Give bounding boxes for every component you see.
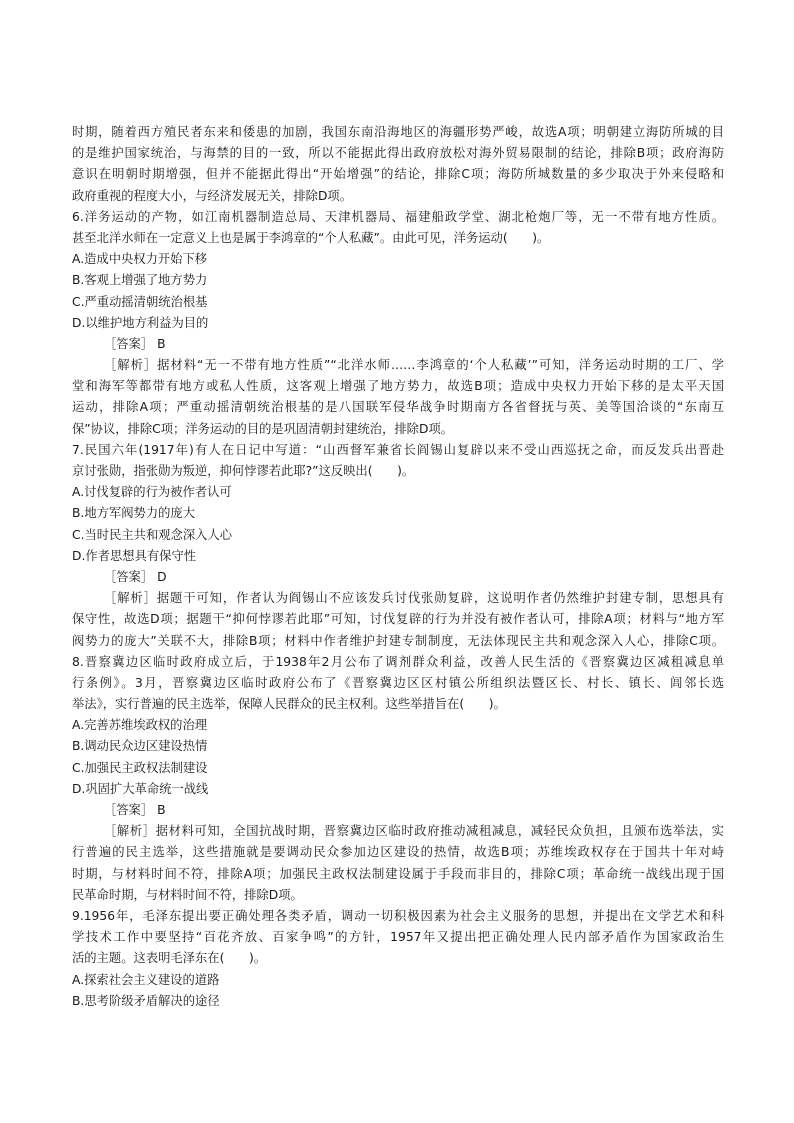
- option-a: A.造成中央权力开始下移: [72, 252, 208, 267]
- question-stem: 行条例》。3月，晋察冀边区临时政府公布了《晋察冀边区区村镇公所组织法暨区长、村长、镇长、闾邻长选: [72, 675, 724, 690]
- option-d: D.巩固扩大革命统一战线: [72, 781, 209, 796]
- answer-value: D: [157, 569, 167, 584]
- answer-line: [72, 567, 724, 588]
- analysis-label: ［解析］: [104, 824, 156, 839]
- question-8: [72, 652, 724, 906]
- option-d: D.以维护地方利益为目的: [72, 315, 209, 330]
- analysis-line: [72, 355, 724, 376]
- document-page: [72, 122, 724, 1012]
- question-stem: 7.民国六年(1917年)有人在日记中写道：“山西督军兼省长阎锡山复辟以来不受山西巡抚之命，而反发兵出晋赴: [72, 442, 724, 457]
- answer-value: B: [157, 803, 166, 817]
- question-stem: 学技术工作中要坚持“百花齐放、百家争鸣”的方针，1957年又提出把正确处理人民内部矛盾作为国家政治生: [72, 930, 724, 945]
- question-6: [72, 207, 724, 440]
- text-line: 意识在明朝时期增强，但并不能据此得出“开始增强”的结论，排除C项；海防所城数量的多少取决于外来侵略和: [72, 167, 724, 182]
- analysis-line: [72, 588, 724, 609]
- analysis-line: 民革命时期，与材料时间不符，排除D项。: [72, 887, 303, 902]
- analysis-text: 据材料可知，全国抗战时期，晋察冀边区临时政府推动减租减息，减轻民众负担，且颁布选举法，实: [155, 824, 724, 839]
- text-line: 政府重视的程度大小，与经济发展无关，排除D项。: [72, 188, 353, 203]
- analysis-line: 阀势力的庞大”关联不大，排除B项；材料中作者维护封建专制制度，无法体现民主共和观念深入人心，排除C项。: [72, 633, 724, 648]
- analysis-label: ［解析］: [104, 358, 158, 373]
- answer-label: ［答案］: [104, 803, 154, 817]
- question-stem: 举法》，实行普遍的民主选举，保障人民群众的民主权利。这些举措旨在( )。: [72, 697, 506, 712]
- option-b: B.思考阶级矛盾解决的途径: [72, 993, 220, 1008]
- analysis-line: 时期，与材料时间不符，排除A项；加强民主政权法制建设属于手段而非目的，排除C项；革命统一战线出现于国: [72, 866, 724, 881]
- analysis-text: 据题干可知，作者认为阎锡山不应该发兵讨伐张勋复辟，这说明作者仍然维护封建专制，思想具有: [156, 591, 724, 606]
- text-line: 的是维护国家统治，与海禁的目的一致，所以不能据此得出政府放松对海外贸易限制的结论，排除B项；政府海防: [72, 146, 724, 161]
- analysis-line: 保守性，故选D项；据题干“抑何悖谬若此耶”可知，讨伐复辟的行为并没有被作者认可，排除A项；材料与“地方军: [72, 612, 724, 627]
- option-b: B.地方军阀势力的庞大: [72, 506, 196, 521]
- question-stem: 活的主题。这表明毛泽东在( )。: [72, 951, 267, 966]
- question-stem: 6.洋务运动的产物，如江南机器制造总局、天津机器局、福建船政学堂、湖北枪炮厂等，无一不带有地方性质。: [72, 209, 724, 224]
- question-7: [72, 440, 724, 652]
- option-c: C.当时民主共和观念深入人心: [72, 527, 233, 542]
- option-a: A.探索社会主义建设的道路: [72, 972, 220, 987]
- option-c: C.严重动摇清朝统治根基: [72, 294, 208, 309]
- option-a: A.讨伐复辟的行为被作者认可: [72, 485, 232, 500]
- analysis-line: 行普遍的民主选举，这些措施就是要调动民众参加边区建设的热情，故选B项；苏维埃政权存在于国共十年对峙: [72, 845, 724, 860]
- answer-line: [72, 334, 724, 355]
- answer-line: [72, 800, 724, 821]
- text-line: 时期，随着西方殖民者东来和倭患的加剧，我国东南沿海地区的海疆形势严峻，故选A项；明朝建立海防所城的目: [72, 125, 724, 139]
- analysis-line: 保”协议，排除C项；洋务运动的目的是巩固清朝封建统治，排除D项。: [72, 421, 454, 436]
- analysis-line: [72, 821, 724, 842]
- answer-value: B: [157, 336, 166, 351]
- analysis-line: 运动，排除A项；严重动摇清朝统治根基的是八国联军侵华战争时期南方各省督抚与英、美等国洽谈的“东南互: [72, 400, 724, 415]
- option-a: A.完善苏维埃政权的治理: [72, 718, 208, 733]
- analysis-label: ［解析］: [104, 591, 157, 606]
- option-d: D.作者思想具有保守性: [72, 548, 197, 563]
- option-c: C.加强民主政权法制建设: [72, 760, 208, 775]
- analysis-text: 据材料“无一不带有地方性质”“北洋水师……李鸿章的‘个人私藏’”可知，洋务运动时期的工厂、学: [157, 358, 724, 373]
- question-stem: 甚至北洋水师在一定意义上也是属于李鸿章的“个人私藏”。由此可见，洋务运动( )。: [72, 230, 550, 245]
- answer-label: ［答案］: [104, 336, 154, 351]
- analysis-line: 堂和海军等都带有地方或私人性质，这客观上增强了地方势力，故选B项；造成中央权力开始下移的是太平天国: [72, 379, 724, 394]
- question-stem: 京讨张勋，指张勋为叛逆，抑何悖谬若此耶?”这反映出( )。: [72, 464, 415, 478]
- answer-label: ［答案］: [104, 569, 154, 584]
- question-9: [72, 906, 724, 1012]
- option-b: B.客观上增强了地方势力: [72, 273, 208, 288]
- question-stem: 9.1956年，毛泽东提出要正确处理各类矛盾，调动一切积极因素为社会主义服务的思想，并提出在文学艺术和科: [72, 908, 724, 923]
- option-b: B.调动民众边区建设热情: [72, 739, 208, 754]
- question-stem: 8.晋察冀边区临时政府成立后，于1938年2月公布了调剂群众利益，改善人民生活的《晋察冀边区减租减息单: [72, 654, 724, 669]
- previous-analysis: [72, 122, 724, 207]
